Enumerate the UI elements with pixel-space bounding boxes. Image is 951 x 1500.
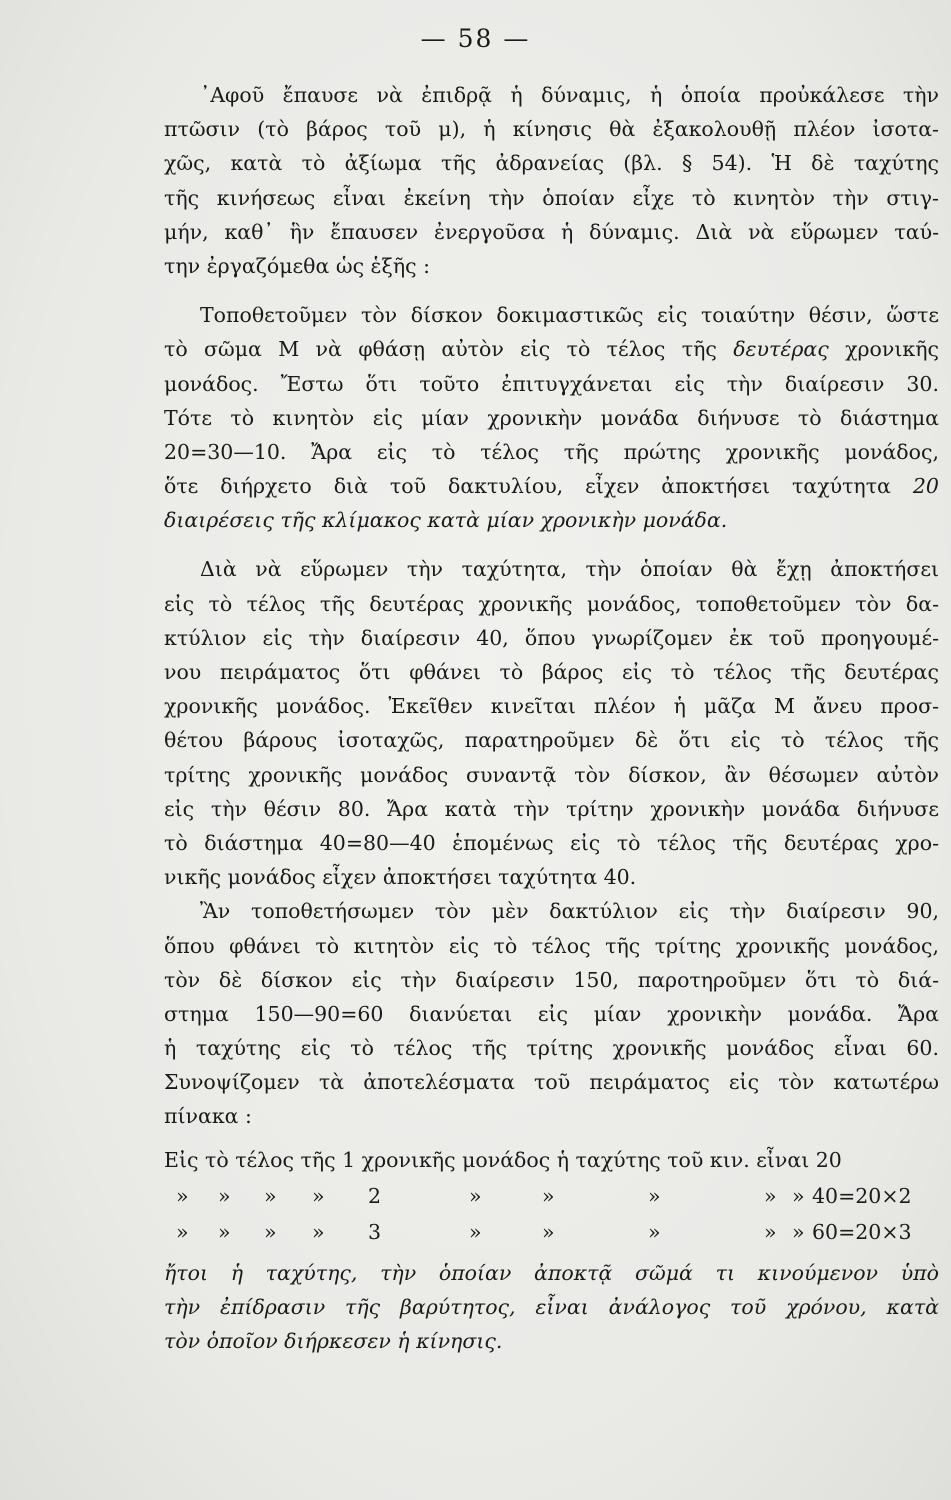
text-line: μονάδος. Ἔστω ὅτι τοῦτο ἐπιτυγχάνεται εἰς τὴν διαίρεσιν 30. xyxy=(164,371,939,396)
text-line: στημα 150—90=60 διανύεται εἰς μίαν χρονικὴν μονάδα. Ἄρα xyxy=(164,1001,939,1026)
text-line: χρονικῆς μονάδος. Ἐκεῖθεν κινεῖται πλέον ἡ μᾶζα Μ ἄνευ προσ- xyxy=(164,694,939,719)
ditto-mark: » xyxy=(218,1219,231,1244)
paragraph-4 xyxy=(164,894,939,1133)
table-row xyxy=(164,1214,939,1250)
italic-line: τὸν ὁποῖον διήρκεσεν ἡ κίνησις. xyxy=(164,1329,503,1353)
text-line: Ἂν τοποθετήσωμεν τὸν μὲν δακτύλιον εἰς τὴν διαίρεσιν 90, xyxy=(200,899,939,924)
text-line: Συνοψίζομεν τὰ ἀποτελέσματα τοῦ πειράματος εἰς τὸν κατωτέρω xyxy=(164,1070,939,1095)
ditto-mark: » xyxy=(312,1219,325,1244)
paragraph-3 xyxy=(164,552,939,894)
row-value: 40=20×2 xyxy=(812,1183,912,1208)
ditto-mark: » xyxy=(469,1183,482,1208)
ditto-mark: » xyxy=(264,1219,277,1244)
ditto-mark: » xyxy=(542,1183,555,1208)
text-line: κτύλιον εἰς τὴν διαίρεσιν 40, ὅπου γνωρίζομεν ἐκ τοῦ προηγουμέ- xyxy=(164,625,939,650)
italic-text: 20 xyxy=(912,474,939,499)
italic-text: δευτέρας xyxy=(733,337,829,362)
italic-line: τὴν ἐπίδρασιν τῆς βαρύτητος, εἶναι ἀνάλογος τοῦ χρόνου, κατὰ xyxy=(164,1294,939,1319)
text-span: ὅτε διήρχετο διὰ τοῦ δακτυλίου, εἶχεν ἀποκτήσει ταχύτητα xyxy=(164,474,891,499)
text-line: εἰς τὸ τέλος τῆς δευτέρας χρονικῆς μονάδος, τοποθετοῦμεν τὸν δα- xyxy=(164,591,939,616)
table-row xyxy=(164,1142,939,1178)
ditto-mark: » xyxy=(764,1219,777,1244)
ditto-mark: » xyxy=(764,1183,777,1208)
text-span: χρονικῆς xyxy=(845,337,939,362)
text-line: νου πειράματος ὅτι φθάνει τὸ βάρος εἰς τὸ τέλος τῆς δευτέρας xyxy=(164,660,939,684)
table-row-text: Εἰς τὸ τέλος τῆς 1 χρονικῆς μονάδος ἡ ταχύτης τοῦ κιν. εἶναι 20 xyxy=(164,1147,842,1172)
text-line: ὅπου φθάνει τὸ κιτητὸν εἰς τὸ τέλος τῆς τρίτης χρονικῆς μονάδος, xyxy=(164,933,939,958)
text-line: χῶς, κατὰ τὸ ἀξίωμα τῆς ἀδρανείας (βλ. § 54). Ἡ δὲ ταχύτης xyxy=(164,151,939,176)
ditto-mark: » xyxy=(792,1219,805,1244)
body-text xyxy=(164,78,939,1358)
paragraph-1 xyxy=(164,78,939,283)
text-line: πτῶσιν (τὸ βάρος τοῦ μ), ἡ κίνησις θὰ ἐξακολουθῇ πλέον ἰσοτα- xyxy=(164,117,939,142)
ditto-mark: » xyxy=(312,1183,325,1208)
text-line: νικῆς μονάδος εἶχεν ἀποκτήσει ταχύτητα 40. xyxy=(164,865,637,890)
text-line: μήν, καθ᾽ ἣν ἔπαυσεν ἐνεργοῦσα ἡ δύναμις. Διὰ νὰ εὕρωμεν ταύ- xyxy=(164,219,939,244)
text-line: ἡ ταχύτης εἰς τὸ τέλος τῆς τρίτης χρονικῆς μονάδος εἶναι 60. xyxy=(164,1036,939,1061)
text-line: τὸν δὲ δίσκον εἰς τὴν διαίρεσιν 150, παροτηροῦμεν ὅτι τὸ διά- xyxy=(164,967,939,992)
text-line: 20=30—10. Ἄρα εἰς τὸ τέλος τῆς πρώτης χρονικῆς μονάδος, xyxy=(164,439,939,464)
italic-line: διαιρέσεις τῆς κλίμακος κατὰ μίαν χρονικὴν μονάδα. xyxy=(164,508,728,533)
text-line: τὸ διάστημα 40=80—40 ἑπομένως εἰς τὸ τέλος τῆς δευτέρας χρο- xyxy=(164,830,939,855)
conclusion xyxy=(164,1256,939,1359)
ditto-mark: » xyxy=(648,1219,661,1244)
ditto-mark: » xyxy=(648,1183,661,1208)
paragraph-2 xyxy=(164,298,939,537)
row-number: 2 xyxy=(368,1183,382,1208)
text-line: εἰς τὴν θέσιν 80. Ἄρα κατὰ τὴν τρίτην χρονικὴν μονάδα διήνυσε xyxy=(164,796,939,821)
text-line: πίνακα : xyxy=(164,1104,252,1129)
text-line: θέτου βάρους ἰσοταχῶς, παρατηροῦμεν δὲ ὅτι εἰς τὸ τέλος τῆς xyxy=(164,728,939,753)
ditto-mark: » xyxy=(218,1183,231,1208)
text-line: τῆς κινήσεως εἶναι ἐκείνη τὴν ὁποίαν εἶχε τὸ κινητὸν τὴν στιγ- xyxy=(164,185,939,210)
ditto-mark: » xyxy=(264,1183,277,1208)
results-table xyxy=(164,1142,939,1250)
text-line: ᾽Αφοῦ ἔπαυσε νὰ ἐπιδρᾷ ἡ δύναμις, ἡ ὁποία προὐκάλεσε τὴν xyxy=(200,83,939,107)
text-span: τὸ σῶμα Μ νὰ φθάσῃ αὐτὸν εἰς τὸ τέλος τῆς xyxy=(164,337,717,362)
text-line-mixed xyxy=(164,469,939,503)
page-number: — 58 — xyxy=(420,24,531,53)
text-line-mixed xyxy=(164,332,939,366)
row-number: 3 xyxy=(368,1219,382,1244)
text-line: Τότε τὸ κινητὸν εἰς μίαν χρονικὴν μονάδα διήνυσε τὸ διάστημα xyxy=(164,405,939,430)
text-line: Τοποθετοῦμεν τὸν δίσκον δοκιμαστικῶς εἰς τοιαύτην θέσιν, ὥστε xyxy=(200,303,939,328)
table-row xyxy=(164,1178,939,1214)
ditto-mark: » xyxy=(792,1183,805,1208)
ditto-mark: » xyxy=(176,1183,189,1208)
text-line: τρίτης χρονικῆς μονάδος συναντᾷ τὸν δίσκον, ἂν θέσωμεν αὐτὸν xyxy=(164,762,939,787)
row-value: 60=20×3 xyxy=(812,1219,912,1244)
ditto-mark: » xyxy=(469,1219,482,1244)
text-line: την ἐργαζόμεθα ὡς ἑξῆς : xyxy=(164,253,431,278)
text-line: Διὰ νὰ εὕρωμεν τὴν ταχύτητα, τὴν ὁποίαν θὰ ἔχῃ ἀποκτήσει xyxy=(200,557,939,582)
ditto-mark: » xyxy=(176,1219,189,1244)
italic-line: ἤτοι ἡ ταχύτης, τὴν ὁποίαν ἀποκτᾷ σῶμά τι κινούμενον ὑπὸ xyxy=(164,1260,939,1285)
ditto-mark: » xyxy=(542,1219,555,1244)
